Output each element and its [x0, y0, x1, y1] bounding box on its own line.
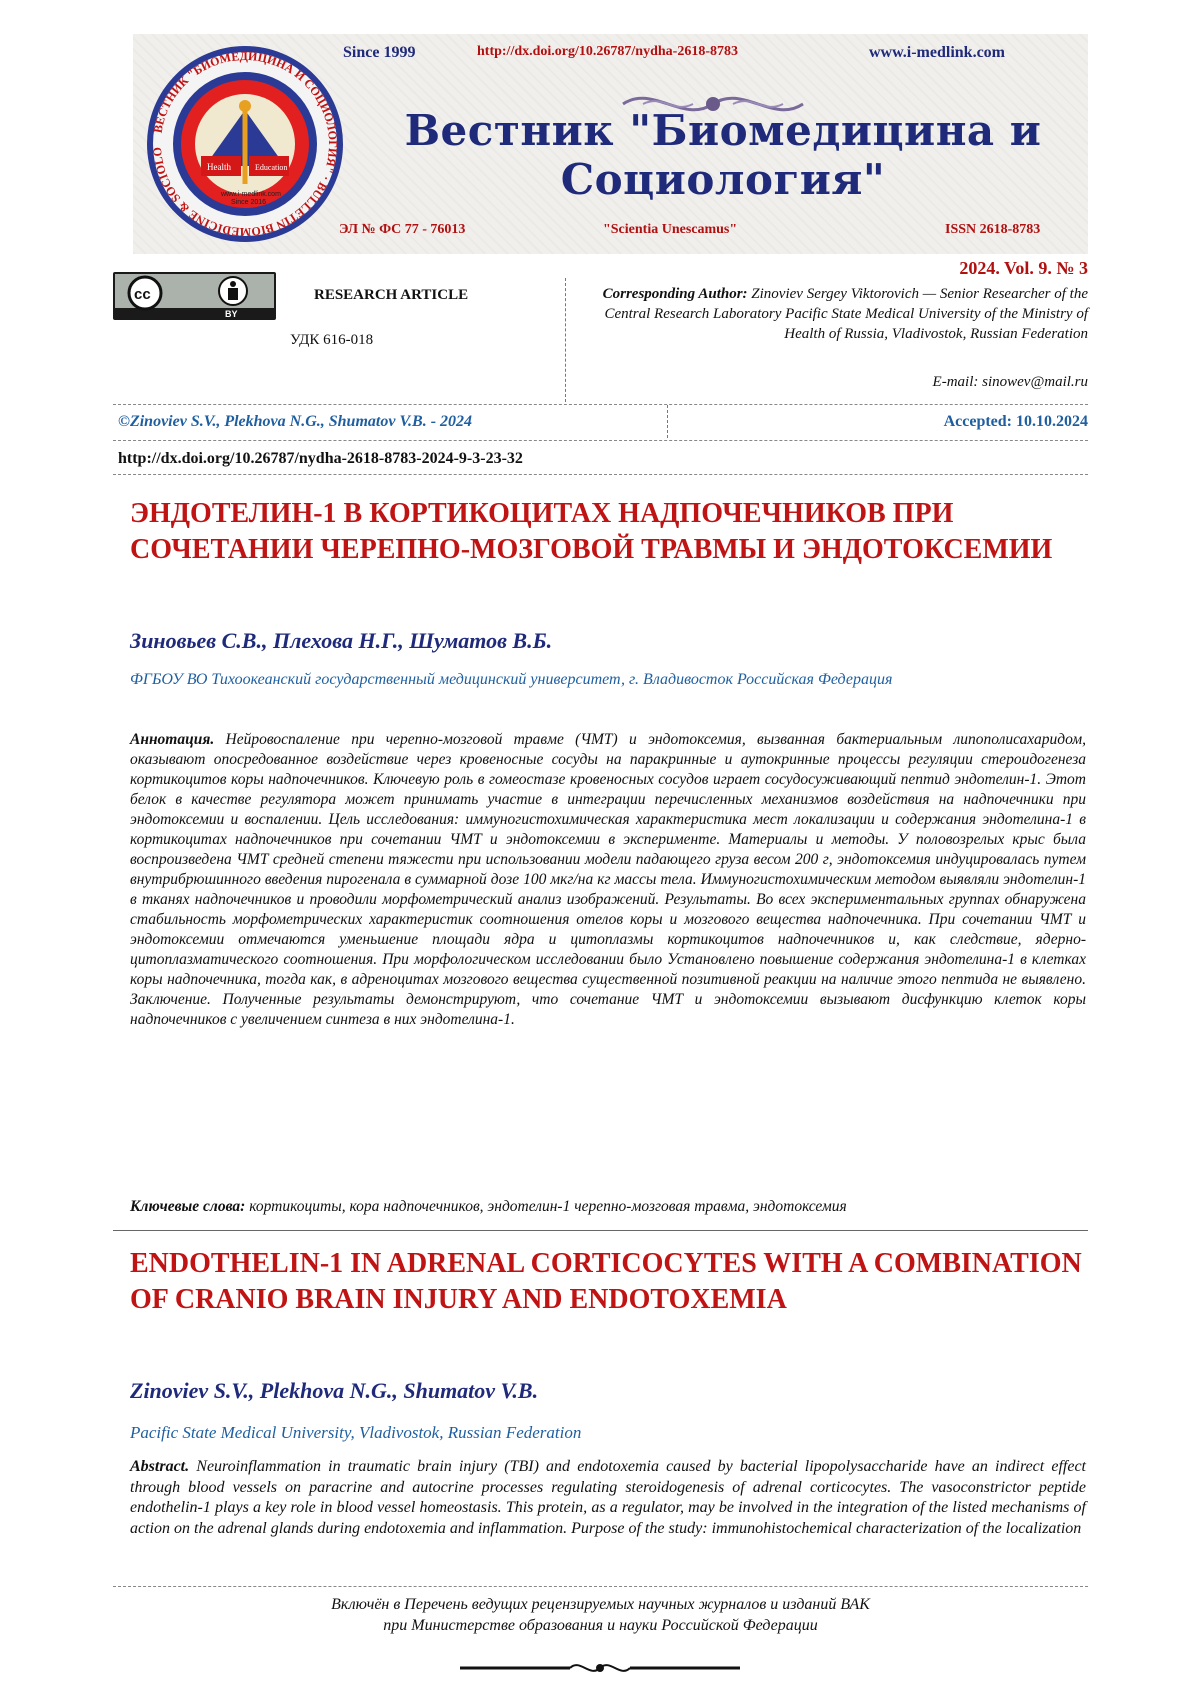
copyright-notice: ©Zinoviev S.V., Plekhova N.G., Shumatov V.B. - 2024 — [118, 413, 472, 431]
cc-text: cc — [134, 286, 151, 303]
section-divider — [113, 1230, 1088, 1231]
divider-line — [113, 404, 1088, 405]
ru-abstract-text: Нейровоспаление при черепно-мозговой травме (ЧМТ) и эндотоксемия, вызванная бактериальным липополисахаридом, оказывают опосредованное воздействие через кровеносные сосуды на паракринные и аутокринные процессы регуляции стероидогенеза кортикоцитов коры надпочечников. Ключевую роль в гомеостазе кровеносных сосудов играет сосудосуживающий пептид эндотелин-1. Этот белок в качестве регулятора может принимать участие в интеграции перечисленных механизмов воздействия на надпочечники при эндотоксемии и воспалении. Цель исследования: иммуногистохимическая характеристика мест локализации и содержания эндотелина-1 в кортикоцитах надпочечников при сочетании ЧМТ и эндотоксемии в эксперименте. Материалы и методы. У половозрелых крыс была воспроизведена ЧМТ средней степени тяжести при использовании модели падающего груза весом 200 г, эндотоксемия индуцировалась путем внутрибрюшинного введения пирогенала в суммарной дозе 100 мкг/на кг массы тела. Иммуногистохимическим методом выявляли эндотелин-1 в тканях надпочечников и проводили морфометрический анализ изображений. Результаты. Во всех экспериментальных группах обнаружена стабильность морфометрических характеристик соотношения отелов коры и мозгового вещества надпочечника. При сочетании ЧМТ и эндотоксемии отмечаются уменьшение площади ядра и цитоплазмы кортикоцитов надпочечников и, как следствие, ядерно-цитоплазматического соотношения. При морфологическом исследовании было Установлено повышение содержания эндотелина-1 в клетках коры надпочечника, тогда как, в адреноцитах мозгового вещества существенной позитивной реакции на наличие этого пептида не выявлено. Заключение. Полученные результаты демонстрируют, что сочетание ЧМТ и эндотоксемии вызывают дисфункцию клеток коры надпочечников с увеличением синтеза в них эндотелина-1. — [130, 731, 1086, 1028]
footer-ornament-icon — [460, 1656, 740, 1680]
ru-abstract — [130, 730, 1086, 1030]
by-text: BY — [225, 309, 238, 319]
corresponding-label: Corresponding Author: — [603, 286, 748, 302]
ru-abstract-label: Аннотация. — [130, 731, 214, 748]
logo-ring-text: ВЕСТНИК "БИОМЕДИЦИНА И СОЦИОЛОГИЯ" · BULLETIN BIOMEDICINE & SOCIOLOGY — [140, 27, 340, 239]
corresponding-text: Zinoviev Sergey Viktorovich — Senior Researcher of the Central Research Laboratory Pacific State Medical University of the Ministry of Health of Russia, Vladivostok, Russian Federation — [604, 286, 1088, 342]
logo-site-text: www.i-medlink.com — [220, 191, 281, 198]
en-abstract-label: Abstract. — [130, 1458, 189, 1475]
divider-line — [113, 440, 1088, 441]
corresponding-email[interactable]: E-mail: sinowev@mail.ru — [933, 374, 1088, 391]
banner-site[interactable]: www.i-medlink.com — [869, 44, 1005, 62]
ru-keywords-label: Ключевые слова: — [130, 1198, 245, 1215]
article-doi[interactable]: http://dx.doi.org/10.26787/nydha-2618-8783-2024-9-3-23-32 — [118, 450, 523, 468]
footer-note — [113, 1594, 1088, 1636]
footer-line-1: Включён в Перечень ведущих рецензируемых научных журналов и изданий ВАК — [113, 1594, 1088, 1615]
en-abstract-text: Neuroinflammation in traumatic brain injury (TBI) and endotoxemia caused by bacterial lipopolysaccharide have an indirect effect through blood vessels on paracrine and autocrine processes regulating steroidogenesis of adrenal corticocytes. The vasoconstrictor peptide endothelin-1 plays a key role in blood vessel homeostasis. This protein, as a regulator, may be involved in the integration of the listed mechanisms of action on the adrenal glands during endotoxemia and inflammation. Purpose of the study: immunohistochemical characterization of the localization — [130, 1458, 1086, 1537]
ru-authors: Зиновьев С.В., Плехова Н.Г., Шуматов В.Б. — [130, 628, 552, 654]
corresponding-author — [580, 284, 1088, 344]
banner-registration: ЭЛ № ФС 77 - 76013 — [339, 222, 465, 238]
issue-label: 2024. Vol. 9. № 3 — [959, 258, 1088, 279]
footer-divider — [113, 1586, 1088, 1587]
journal-banner — [133, 34, 1088, 254]
banner-doi[interactable]: http://dx.doi.org/10.26787/nydha-2618-8783 — [477, 44, 738, 60]
copyright-divider — [667, 405, 668, 438]
banner-issn: ISSN 2618-8783 — [945, 222, 1040, 238]
banner-since: Since 1999 — [343, 44, 415, 62]
ru-keywords-text: кортикоциты, кора надпочечников, эндотелин-1 черепно-мозговая травма, эндотоксемия — [249, 1198, 847, 1215]
logo-education-text: Education — [255, 163, 287, 172]
udk-code: УДК 616-018 — [290, 332, 373, 349]
banner-motto: "Scientia Unescamus" — [603, 222, 737, 238]
article-type: RESEARCH ARTICLE — [314, 287, 468, 304]
logo-health-text: Health — [207, 162, 231, 172]
header-divider — [565, 278, 566, 402]
journal-logo-icon — [145, 38, 345, 250]
en-article-title: ENDOTHELIN-1 IN ADRENAL CORTICOCYTES WITH A COMBINATION OF CRANIO BRAIN INJURY AND ENDOTOXEMIA — [130, 1246, 1090, 1318]
divider-line — [113, 474, 1088, 475]
cc-by-license-icon[interactable] — [113, 272, 276, 320]
ru-affiliation: ФГБОУ ВО Тихоокеанский государственный медицинский университет, г. Владивосток Российская Федерация — [130, 671, 892, 689]
banner-title: Вестник "Биомедицина и Социология" — [363, 106, 1083, 204]
logo-since-text: Since 2016 — [231, 199, 266, 206]
en-authors: Zinoviev S.V., Plekhova N.G., Shumatov V.B. — [130, 1378, 538, 1404]
accepted-date: Accepted: 10.10.2024 — [944, 413, 1088, 431]
ru-keywords — [130, 1198, 847, 1216]
footer-line-2: при Министерстве образования и науки Российской Федерации — [113, 1615, 1088, 1636]
ru-article-title: ЭНДОТЕЛИН-1 В КОРТИКОЦИТАХ НАДПОЧЕЧНИКОВ ПРИ СОЧЕТАНИИ ЧЕРЕПНО-МОЗГОВОЙ ТРАВМЫ И ЭНДОТОКСЕМИИ — [130, 496, 1090, 568]
en-abstract — [130, 1457, 1086, 1539]
en-affiliation: Pacific State Medical University, Vladivostok, Russian Federation — [130, 1423, 581, 1443]
